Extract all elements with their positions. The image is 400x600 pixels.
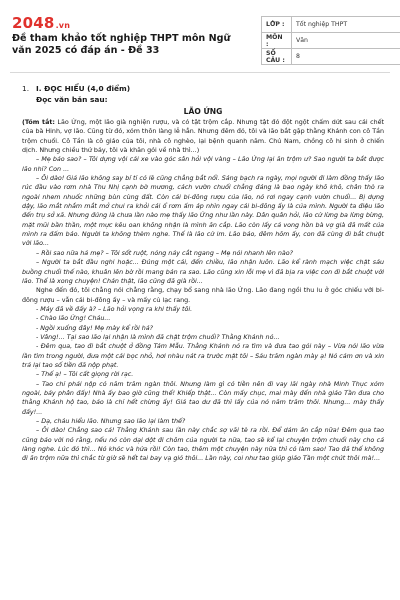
question-number: 1. [22, 84, 30, 93]
story-paragraph [22, 333, 384, 342]
summary-label: (Tóm tắt: [22, 119, 55, 126]
story-paragraph [22, 305, 384, 314]
site-logo[interactable] [12, 14, 70, 32]
paragraph-text: – Mẹ bảo sao? – Tôi dựng vội cái xe vào góc sân hỏi vội vàng – Lão Ứng lại ăn trộm ư? Sao người ta bắt được lão nhỉ? Con ... [22, 156, 384, 173]
story-text [22, 118, 384, 464]
info-table [261, 16, 400, 65]
header-divider [10, 72, 390, 73]
info-key: SỐ CÂU : [262, 49, 292, 65]
document-header [10, 6, 390, 68]
story-paragraph [22, 342, 384, 370]
paragraph-text: – Rồi sao nữa hả mẹ? – Tôi sốt ruột, nóng nảy cắt ngang – Mẹ nói nhanh lên nào? [36, 249, 293, 257]
story-paragraph [22, 118, 384, 155]
info-key: LỚP : [262, 17, 292, 33]
info-value: Văn [292, 33, 400, 49]
paragraph-text: Lão Ứng, một lão già nghiện rượu, và có tật trộm cắp. Nhưng tật đó đột ngột chấm dứt sau cái chết của bà Hinh, vợ lão. Cũng từ đó, xóm thôn làng lễ hẳn. Nhưng đêm đó, tôi và lão bắt gặp thằng Khánh con cô Tần trộm chuối. Cô Tần là cô giáo của tôi, nhà cô nghèo, lại bệnh quanh năm. Chú Nam, chồng cô hi sinh ở chiến dịch. Nhưng chiều thứ bảy, tôi và khăn gói về nhà thì...) [22, 119, 385, 155]
story-paragraph [22, 380, 384, 417]
paragraph-text: - Vâng!... Tại sao lão lại nhận là mình đã chặt trộm chuối? Thằng Khánh nó... [36, 333, 280, 341]
section-heading: I. ĐỌC HIỂU (4,0 điểm) [36, 84, 131, 93]
story-paragraph [22, 174, 384, 249]
info-row-grade [262, 17, 400, 33]
paragraph-text: – Ôi dào! Chẳng sao cả! Thằng Khánh sau lần này chắc sợ vãi tè ra rồi. Để dám ăn cắp nữa! Đêm qua tao cũng bảo với nó rằng, nếu nó còn dại dột đi chôm của người ta nữa, tao sẽ kể lại chuyện trộm chuối này cho cả làng nghe. Lúc đó thì... Nó khóc và hứa rồi! Còn tao, thêm một chuyện này nữa thì có làm sao! Tao đã thế không đi ăn trộm nữa thì chắc từ giờ sẽ hết tai bay vạ gió thôi... Lần này, coi như tao giúp giáo Tần một chút thôi mà!... [22, 427, 384, 463]
paragraph-text: Nghe đến đó, tôi chẳng nói chẳng rằng, chạy bổ sang nhà lão Ứng. Lão đang ngồi thu lu ở góc chiếu với bi-đông rượu – vẫn cái bi-đông ấy – và mấy củ lạc rang. [22, 287, 384, 304]
page-title: Đề tham khảo tốt nghiệp THPT môn Ngữ văn 2025 có đáp án - Đề 33 [12, 33, 231, 56]
story-paragraph [22, 314, 384, 323]
logo-main: 2048 [12, 14, 55, 32]
paragraph-text: - Chào lão Ứng! Cháu... [36, 315, 111, 323]
story-paragraph [22, 155, 384, 174]
section-instruction: Đọc văn bản sau: [36, 95, 108, 104]
info-value: Tốt nghiệp THPT [292, 17, 400, 33]
paragraph-text: – Thế ạ! – Tôi cất giọng rời rạc. [36, 371, 134, 379]
logo-suffix: .vn [55, 21, 71, 30]
paragraph-text: - Đêm qua, tao đi bắt chuột ở đồng Tám Mẫu. Thằng Khánh nó ra tìm và đưa tao gói này – Vừa nói lão vừa lần tìm trong người, đưa một cái bọc nhỏ, hơi nhàu nát ra trước mặt tôi – Sáu trăm ngàn mày ạ! Nó cảm ơn và xin trả lại tao số tiền đã nộp phạt. [22, 343, 384, 369]
story-paragraph [22, 249, 384, 258]
paragraph-text: - Máy đã về đấy à? – Lão hỏi vọng ra khi thấy tôi. [36, 305, 193, 313]
info-row-subject [262, 33, 400, 49]
paragraph-text: – Người ta bắt đầu nghi hoặc... Đúng một cái, đến chiều, lão nhận luôn. Lão kể rành mạch việc chặt sáu buồng chuối thế nào, khuân lên bờ rồi mang bán ra sao. Lão cũng xin lỗi mẹ vì đã bịa ra việc con đi bắt chuột với lão. Thế là xong chuyện! Chán thật, lão cũng đã già rồi... [22, 259, 384, 285]
story-paragraph [22, 324, 384, 333]
paragraph-text: – Dạ, cháu hiểu lão. Nhưng sao lão lại làm thế? [36, 418, 186, 425]
story-paragraph [22, 286, 384, 305]
story-paragraph [22, 426, 384, 463]
story-paragraph [22, 370, 384, 379]
paragraph-text: – Ôi dào! Giả lão không say bí tỉ có lẽ cũng chẳng bắt nổi. Sáng bạch ra ngày, mọi người đi làm đồng thấy lão rúc đầu vào rơm nhà Thu Nhị cạnh bờ mương, cách vườn chuối chẳng đáng là bao ngày khô khô, chân thò ra ngoài nhem nhuốc những bùn cùng đất. Còn cái bi-đông rượu của lão, nó rơi ngay cạnh vườn chuối... Bị dựng dậy, lão mắt nhắm mắt mở chui ra khỏi cái ổ rơm ấm áp nhìn ngay cái bi-đông ấy là của mình. Người ta điệu lão đến trụ sở xã. Nhưng đúng là chưa lần nào mẹ thấy lão Ứng như lần này. Dân quân hỏi, lão cứ lừng ba lừng bừng, mặt mũi bần thần, một mực kêu oan không nhận là mình ăn cắp. Lão còn lấy cả vong hồn bà vợ già đã mất của mình ra đấm báo. Người ta không thèm nghe. Thế là lão cứ im. Lão bảo, đêm hôm ấy, con đã cùng đi bắt chuột với lão... [22, 175, 384, 248]
paragraph-text: – Tao chỉ phải nộp có năm trăm ngàn thôi. Nhưng làm gì có tiền nên đi vay lãi ngày nhà Minh Thục xóm ngoài, bảy phân đấy! Nhà ấy bao giờ cũng thế! Khiếp thật... Còn mấy chục, mai mày đến nhà giáo Tần đưa cho thằng Khánh hộ tao, bảo là chỉ hết chừng ấy! Giá tao dư đã thì lấy của nó năm trăm thôi. Nhưng... mày thấy đấy!... [22, 380, 384, 416]
story-paragraph [22, 417, 384, 426]
story-paragraph [22, 258, 384, 286]
info-key: MÔN : [262, 33, 292, 49]
info-row-question-count [262, 49, 400, 65]
story-title: LÃO ỨNG [183, 107, 223, 116]
paragraph-text: - Ngồi xuống đây! Mẹ mày kể rồi hả? [36, 324, 154, 332]
info-value: 8 [292, 49, 400, 65]
